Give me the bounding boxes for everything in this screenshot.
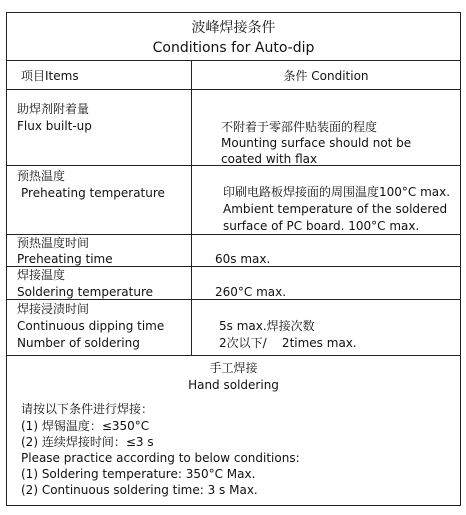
row-preheat-temp-item-en: Preheating temperature [21,186,165,200]
row-flux-item-cn: 助焊剂附着量 [17,102,90,116]
column-divider [191,60,192,355]
row-flux-cond-2: Mounting surface should not be [221,136,412,150]
row-flux-cond-3: coated with flax [221,152,318,166]
hand-line: (1) 焊锡温度：≤350°C [21,419,150,433]
hand-title-cn: 手工焊接 [209,361,258,375]
hand-line: (1) Soldering temperature: 350°C Max. [21,467,256,481]
row-solder-temp-cond: 260°C max. [215,285,287,299]
conditions-table [6,12,461,506]
hand-line: Please practice according to below conditions: [21,451,300,465]
hand-line: (2) Continuous soldering time: 3 s Max. [21,483,258,497]
row-preheat-temp-cond-2: Ambient temperature of the soldered [223,202,448,216]
row-dipping-cond-1: 5s max.焊接次数 [219,319,315,333]
row-solder-temp-item-en: Soldering temperature [17,285,154,299]
divider [7,355,460,356]
row-preheat-temp-cond-3: surface of PC board. 100°C max. [223,219,420,233]
divider [7,60,460,61]
row-dipping-cond-2: 2次以下/ 2times max. [219,336,357,350]
header-items: 项目Items [21,69,79,83]
row-preheat-time-item-cn: 预热温度时间 [17,236,90,250]
row-flux-item-en: Flux built-up [17,119,92,133]
hand-line: (2) 连续焊接时间：≤3 s [21,435,154,449]
row-solder-temp-item-cn: 焊接温度 [17,268,66,282]
hand-title-en: Hand soldering [188,378,279,392]
row-dipping-item-cn: 焊接浸渍时间 [17,302,90,316]
row-flux-cond-1: 不附着于零部件贴装面的程度 [221,120,378,134]
row-preheat-temp-cond-1: 印刷电路板焊接面的周围温度100°C max. [223,185,451,199]
title-chinese: 波峰焊接条件 [191,20,276,36]
hand-line: 请按以下条件进行焊接： [21,402,154,416]
title-english: Conditions for Auto-dip [152,40,315,56]
row-preheat-time-item-en: Preheating time [17,252,113,266]
row-soldering-count-item-en: Number of soldering [17,336,140,350]
row-preheat-temp-item-cn: 预热温度 [17,169,66,183]
header-condition: 条件 Condition [283,69,369,83]
divider [7,89,460,90]
row-dipping-item-en: Continuous dipping time [17,319,165,333]
row-preheat-time-cond: 60s max. [215,252,271,266]
